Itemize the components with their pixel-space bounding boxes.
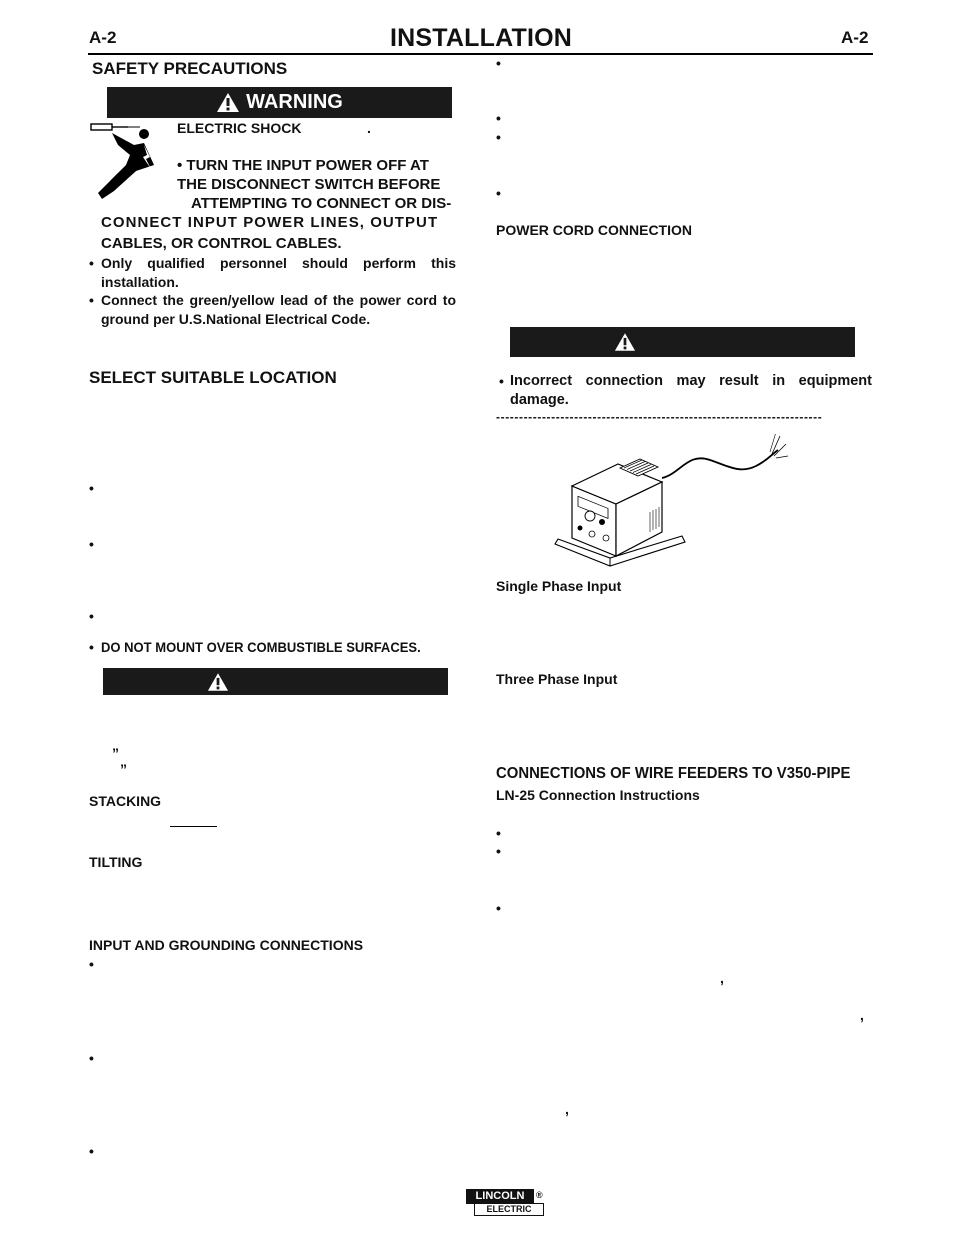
location-bullet-2: • (89, 536, 94, 552)
right-bullet-1: • (496, 55, 501, 71)
electric-shock-label: ELECTRIC SHOCK (177, 120, 302, 136)
stacking-underline (170, 826, 217, 827)
mount-bullet: • (89, 639, 94, 655)
turn-off-line-1: • TURN THE INPUT POWER OFF AT (177, 157, 429, 174)
input-bullet-2: • (89, 1050, 94, 1066)
location-bullet-3: • (89, 608, 94, 624)
page-code-left: A-2 (89, 28, 117, 47)
header-rule (88, 53, 873, 55)
mount-warning-text: DO NOT MOUNT OVER COMBUSTIBLE SURFACES. (101, 639, 421, 655)
warning-banner (107, 87, 452, 118)
ln25-bullet-1: • (496, 825, 501, 841)
logo-lincoln-text: LINCOLN (466, 1189, 534, 1204)
qualified-text: Only qualified personnel should perform this installation. (101, 255, 456, 290)
page-code-right: A-2 (841, 28, 869, 47)
warning-label: WARNING (246, 91, 343, 113)
turn-off-line-2: THE DISCONNECT SWITCH BEFORE (177, 176, 441, 193)
comma-2: , (860, 1007, 864, 1023)
input-bullet-3: • (89, 1143, 94, 1159)
qualified-bullet: • (89, 255, 94, 271)
dashed-separator: ----------------------------------------------------------------------- (496, 410, 823, 424)
wire-feeders-heading: CONNECTIONS OF WIRE FEEDERS TO V350-PIPE (496, 765, 851, 782)
warning-triangle-icon (207, 672, 229, 692)
quote-mark-1: ” (112, 745, 119, 761)
caution-banner-right (510, 327, 855, 357)
right-bullet-2: • (496, 110, 501, 126)
incorrect-connection-text: Incorrect connection may result in equipment damage. (510, 373, 872, 408)
warning-triangle-icon (216, 92, 240, 113)
input-bullet-1: • (89, 956, 94, 972)
location-heading: SELECT SUITABLE LOCATION (89, 368, 337, 387)
right-bullet-4: • (496, 185, 501, 201)
turn-off-line-3: ATTEMPTING TO CONNECT OR DIS- (191, 195, 452, 212)
comma-1: , (720, 970, 724, 986)
turn-off-line-4: CONNECT INPUT POWER LINES, OUTPUT (101, 214, 439, 231)
comma-3: , (565, 1101, 569, 1117)
warning-triangle-icon (614, 332, 636, 352)
single-phase-heading: Single Phase Input (496, 578, 622, 594)
lincoln-electric-logo (466, 1189, 548, 1217)
quote-mark-2: ” (120, 761, 127, 777)
green-lead-text: Connect the green/yellow lead of the power cord to ground per U.S.National Electrical Code. (101, 292, 456, 327)
logo-electric-text: ELECTRIC (474, 1203, 544, 1216)
location-bullet-1: • (89, 480, 94, 496)
safety-heading: SAFETY PRECAUTIONS (92, 59, 288, 78)
welder-power-cord-illustration (550, 434, 790, 570)
turn-off-line-5: CABLES, OR CONTROL CABLES. (101, 235, 342, 252)
ln25-bullet-3: • (496, 900, 501, 916)
green-lead-bullet: • (89, 292, 94, 308)
electric-shock-period: . (367, 120, 371, 136)
page-title: INSTALLATION (390, 24, 573, 52)
power-cord-heading: POWER CORD CONNECTION (496, 222, 692, 238)
ln25-heading: LN-25 Connection Instructions (496, 787, 700, 803)
incorrect-bullet: • (499, 373, 504, 389)
ln25-bullet-2: • (496, 843, 501, 859)
right-bullet-3: • (496, 129, 501, 145)
caution-banner-left (103, 668, 448, 695)
input-grounding-heading: INPUT AND GROUNDING CONNECTIONS (89, 937, 364, 953)
tilting-heading: TILTING (89, 854, 143, 870)
electric-shock-icon (88, 121, 174, 201)
three-phase-heading: Three Phase Input (496, 671, 618, 687)
stacking-heading: STACKING (89, 793, 162, 809)
logo-registered-mark: ® (536, 1190, 543, 1200)
